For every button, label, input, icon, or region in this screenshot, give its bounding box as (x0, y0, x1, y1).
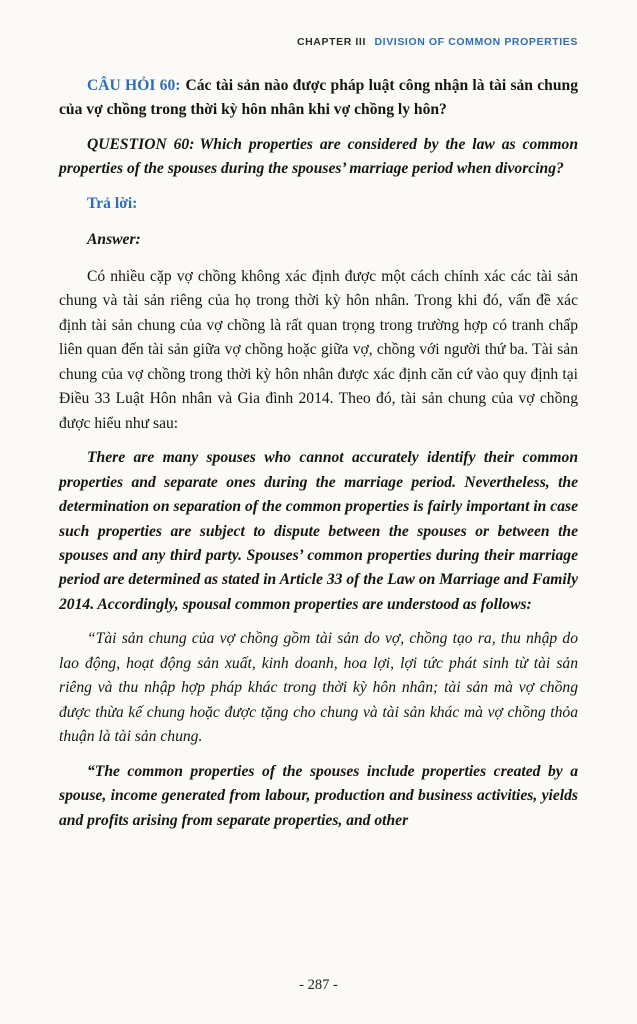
paragraph-vietnamese-intro: Có nhiều cặp vợ chồng không xác định được một cách chính xác các tài sản chung và tài sản riêng của họ trong thời kỳ hôn nhân. Trong khi đó, vấn đề xác định tài sản chung của vợ chồng là rất quan trọng trong trường hợp có tranh chấp liên quan đến tài sản giữa vợ chồng hoặc giữa vợ, chồng với người thứ ba. Tài sản chung của vợ chồng trong thời kỳ hôn nhân được xác định căn cứ vào quy định tại Điều 33 Luật Hôn nhân và Gia đình 2014. Theo đó, tài sản chung của vợ chồng được hiểu như sau: (59, 267, 578, 432)
question-vi-label: CÂU HỎI 60: (87, 77, 181, 94)
question-vietnamese (59, 74, 578, 123)
chapter-title: DIVISION OF COMMON PROPERTIES (374, 36, 578, 48)
running-header (59, 36, 578, 48)
paragraph-english-intro: There are many spouses who cannot accurately identify their common properties and separate ones during the marriage period. Nevertheless, the determination on separation of the common properties is fairly important in case such properties are subject to dispute between the spouses or between the spouses and any third party. Spouses’ common properties during their marriage period are determined as stated in Article 33 of the Law on Marriage and Family 2014. Accordingly, spousal common properties are understood as follows: (59, 449, 578, 613)
paragraph-english-law-quote: “The common properties of the spouses include properties created by a spouse, income generated from labour, production and business activities, yields and profits arising from separate properties, and other (59, 762, 578, 829)
question-en-text: Which properties are considered by the law as common properties of the spouses during the spouses’ marriage period when divorcing? (59, 135, 578, 178)
answer-label-vietnamese: Trả lời: (87, 194, 138, 212)
question-english (59, 133, 578, 182)
question-en-label: QUESTION 60: (87, 135, 195, 153)
question-vi-text: Các tài sản nào được pháp luật công nhận là tài sản chung của vợ chồng trong thời kỳ hôn nhân khi vợ chồng ly hôn? (59, 77, 578, 119)
paragraph-vietnamese-law-quote: “Tài sản chung của vợ chồng gồm tài sản do vợ, chồng tạo ra, thu nhập do lao động, hoạt động sản xuất, kinh doanh, hoa lợi, lợi tức phát sinh từ tài sản riêng và thu nhập hợp pháp khác trong thời kỳ hôn nhân; tài sản mà vợ chồng được thừa kế chung hoặc được tặng cho chung và tài sản khác mà vợ chồng thỏa thuận là tài sản chung. (59, 630, 578, 746)
chapter-label: CHAPTER III (296, 36, 366, 48)
answer-label-english: Answer: (87, 231, 141, 249)
page-number: - 287 - (299, 977, 338, 993)
